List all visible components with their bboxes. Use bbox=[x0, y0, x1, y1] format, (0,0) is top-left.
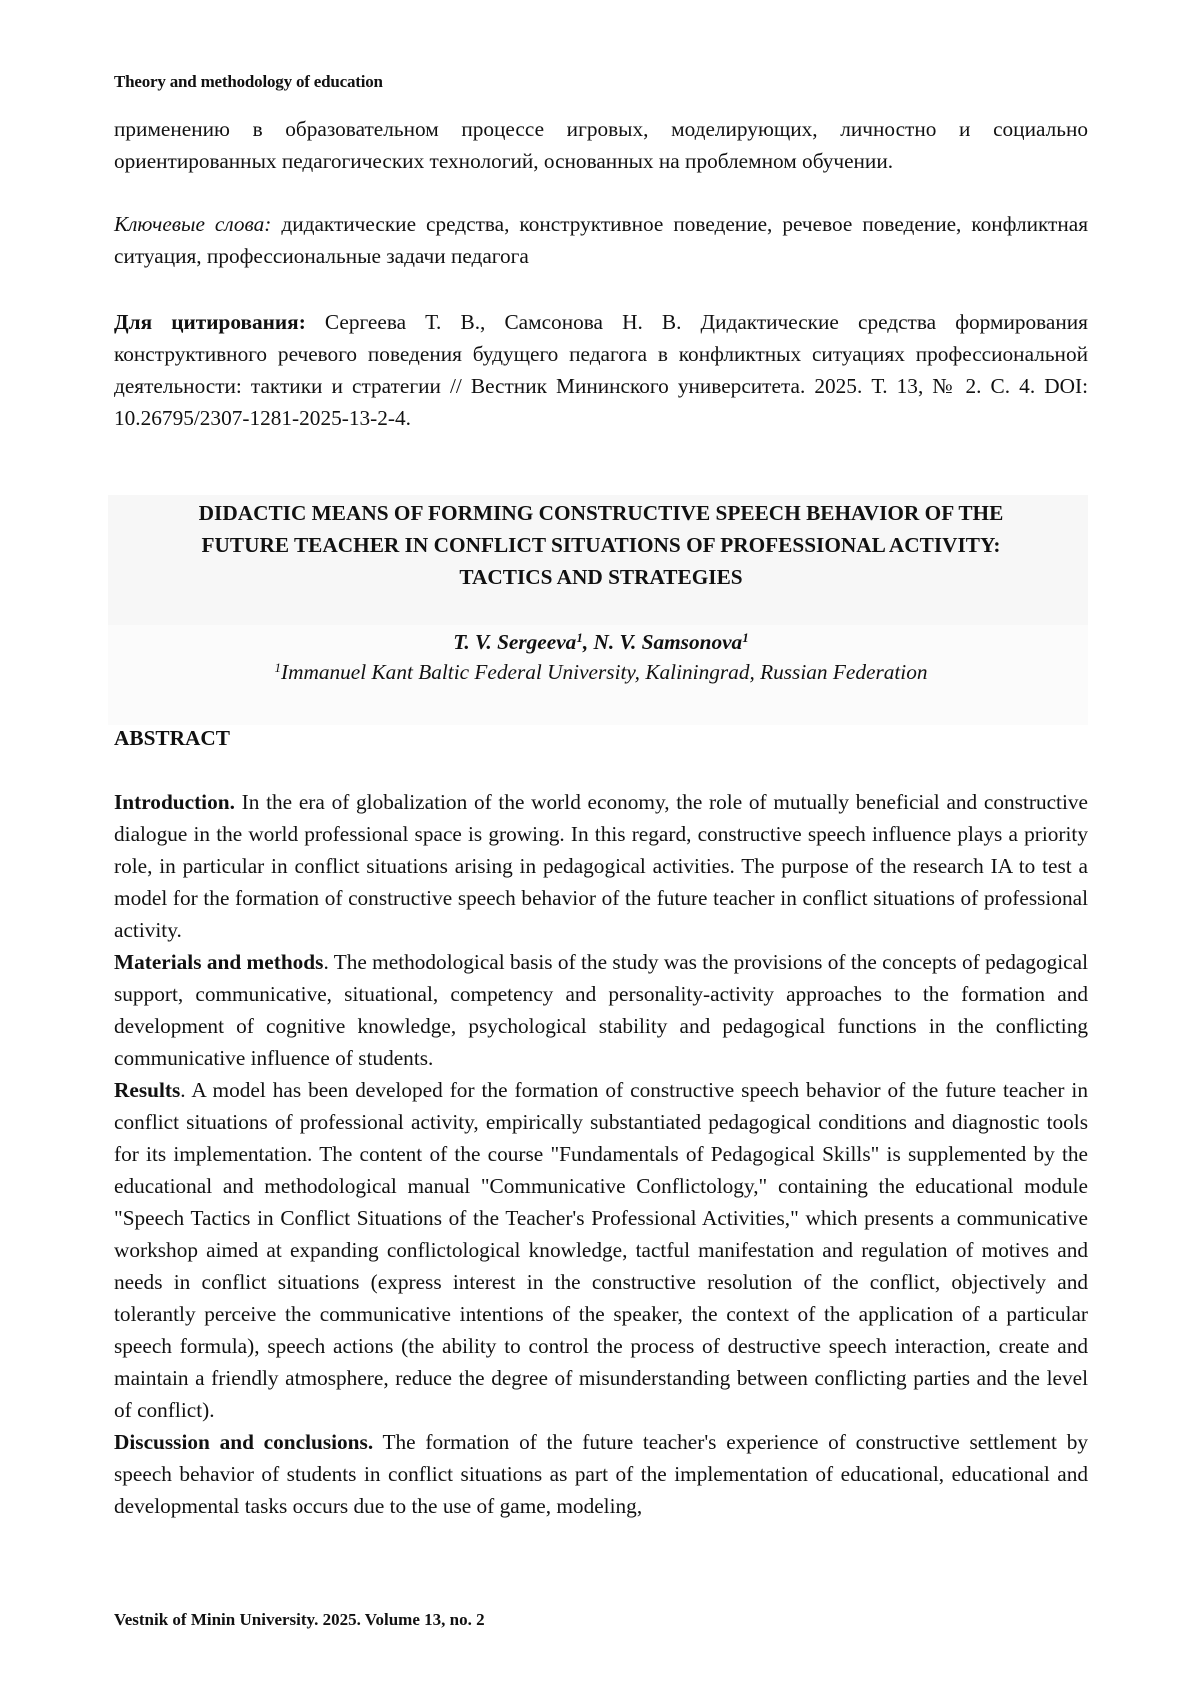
title-line: FUTURE TEACHER IN CONFLICT SITUATIONS OF PROFESSIONAL ACTIVITY: bbox=[201, 533, 1001, 557]
title-line: TACTICS AND STRATEGIES bbox=[459, 565, 743, 589]
abstract-section-discussion bbox=[114, 1426, 1088, 1522]
section-text: In the era of globalization of the world economy, the role of mutually beneficial and constructive dialogue in the world professional space is growing. In this regard, constructive speech influence plays a priority role, in particular in conflict situations arising in pedagogical activities. The purpose of the research IA to test a model for the formation of constructive speech behavior of the future teacher in conflict situations of professional activity. bbox=[114, 790, 1088, 942]
section-text: The formation of the future teacher's experience of constructive settlement by speech behavior of students in conflict situations as part of the implementation of educational, educational and developmental tasks occurs due to the use of game, modeling, bbox=[114, 1430, 1089, 1518]
keywords-ru bbox=[114, 208, 1088, 272]
running-head: Theory and methodology of education bbox=[114, 72, 383, 91]
continuation-text: применению в образовательном процессе игровых, моделирующих, личностно и социально ориентированных педагогических технологий, основанных на проблемном обучении. bbox=[114, 117, 1088, 173]
abstract-section-introduction bbox=[114, 786, 1088, 946]
author-name: T. V. Sergeeva bbox=[453, 630, 577, 654]
section-label: Introduction. bbox=[114, 790, 235, 814]
abstract-section-results bbox=[114, 1074, 1088, 1426]
keywords-label: Ключевые слова: bbox=[114, 212, 272, 236]
author-affiliation-mark: 1 bbox=[742, 630, 749, 645]
citation-label: Для цитирования: bbox=[114, 310, 306, 334]
author-name: N. V. Samsonova bbox=[593, 630, 743, 654]
affiliation-mark: 1 bbox=[274, 660, 281, 675]
abstract-heading: ABSTRACT bbox=[114, 726, 230, 750]
abstract-section-materials-methods bbox=[114, 946, 1088, 1074]
section-label: Materials and methods bbox=[114, 950, 324, 974]
section-label: Discussion and conclusions. bbox=[114, 1430, 374, 1454]
citation-ru bbox=[114, 306, 1088, 434]
title-line: DIDACTIC MEANS OF FORMING CONSTRUCTIVE SPEECH BEHAVIOR OF THE bbox=[198, 501, 1004, 525]
citation-text: Сергеева Т. В., Самсонова Н. В. Дидактические средства формирования конструктивного речевого поведения будущего педагога в конфликтных ситуациях профессиональной деятельности: тактики и стратегии // Вестник Мининского университета. 2025. Т. 13, № 2. С. 4. DOI: 10.26795/2307-1281-2025-13-2-4. bbox=[114, 310, 1088, 430]
author-separator: , bbox=[582, 630, 594, 654]
article-title bbox=[114, 497, 1088, 593]
author-affiliation-mark: 1 bbox=[576, 630, 583, 645]
previous-abstract-continuation bbox=[114, 113, 1088, 177]
journal-footer: Vestnik of Minin University. 2025. Volume 13, no. 2 bbox=[114, 1610, 485, 1629]
section-text: . A model has been developed for the formation of constructive speech behavior of the future teacher in conflict situations of professional activity, empirically substantiated pedagogical conditions and diagnostic tools for its implementation. The content of the course "Fundamentals of Pedagogical Skills" is supplemented by the educational and methodological manual "Communicative Conflictology," containing the educational module "Speech Tactics in Conflict Situations of the Teacher's Professional Activities," which presents a communicative workshop aimed at expanding conflictological knowledge, tactful manifestation and regulation of motives and needs in conflict situations (express interest in the constructive resolution of the conflict, objectively and tolerantly perceive the communicative intentions of the speaker, the context of the application of a particular speech formula), speech actions (the ability to control the process of destructive speech interaction, create and maintain a friendly atmosphere, reduce the degree of misunderstanding between conflicting parties and the level of conflict). bbox=[114, 1078, 1088, 1422]
affiliation bbox=[114, 657, 1088, 687]
keywords-text: дидактические средства, конструктивное поведение, речевое поведение, конфликтная ситуация, профессиональные задачи педагога bbox=[114, 212, 1088, 268]
section-label: Results bbox=[114, 1078, 181, 1102]
section-text: . The methodological basis of the study was the provisions of the concepts of pedagogical support, communicative, situational, competency and personality-activity approaches to the formation and development of cognitive knowledge, psychological stability and pedagogical functions in the conflicting communicative influence of students. bbox=[114, 950, 1088, 1070]
abstract-body bbox=[114, 786, 1088, 1522]
author-list bbox=[114, 627, 1088, 657]
affiliation-text: Immanuel Kant Baltic Federal University, Kaliningrad, Russian Federation bbox=[280, 660, 928, 684]
